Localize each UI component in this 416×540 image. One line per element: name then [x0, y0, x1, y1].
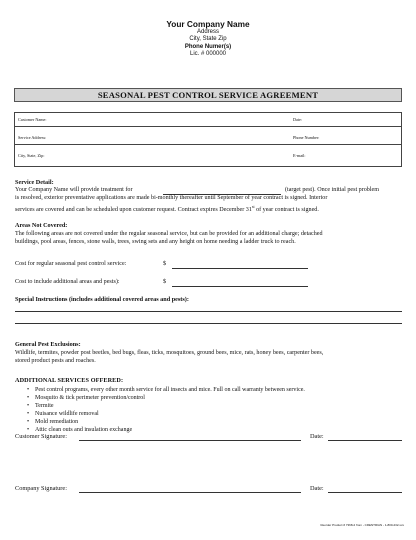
additional-cost-currency: $ — [163, 279, 167, 285]
list-item: • Pest control programs, every other month service for all insects and mice. Full on call warranty between service. — [25, 386, 402, 394]
general-exclusions-line2: stored product pests and roaches. — [15, 358, 96, 364]
additional-cost-label: Cost to include additional areas and pests): — [15, 279, 120, 285]
list-item: • Attic clean outs and insulation exchange — [25, 426, 402, 434]
company-date-label: Date: — [310, 485, 324, 492]
service-detail-line2: is resolved, exterior preventative applications are made bi-monthly thereafter until September of year contract is signed. Interior — [15, 195, 328, 201]
customer-date-field[interactable] — [328, 433, 402, 441]
phone-number-label: Phone Number: — [293, 135, 320, 140]
general-exclusions-line1: Wildlife, termites, powder post beetles, bed bugs, fleas, ticks, mosquitoes, ground bees, mice, rats, honey bees, carpenter bees, — [15, 350, 324, 356]
company-date-field[interactable] — [328, 485, 402, 493]
company-license: Lic. # 000000 — [189, 51, 227, 57]
agreement-title: SEASONAL PEST CONTROL SERVICE AGREEMENT — [14, 88, 402, 102]
info-divider — [15, 126, 401, 127]
customer-signature-label: Customer Signature: — [15, 433, 67, 440]
list-item: • Termite — [25, 402, 402, 410]
city-state-zip-label: City, State, Zip: — [18, 153, 45, 158]
general-exclusions-heading: General Pest Exclusions: — [15, 341, 81, 348]
special-instructions-line[interactable] — [15, 323, 402, 324]
additional-services-heading: ADDITIONAL SERVICES OFFERED: — [15, 377, 124, 384]
service-detail-heading: Service Detail: — [15, 179, 54, 186]
info-divider — [15, 144, 401, 145]
customer-signature-field[interactable] — [79, 433, 301, 441]
customer-info-box — [14, 112, 402, 167]
special-instructions-heading: Special Instructions (includes additional covered areas and pests): — [15, 296, 189, 303]
company-phone: Phone Numer(s) — [184, 43, 232, 50]
special-instructions-line[interactable] — [15, 311, 402, 312]
service-detail-line3: services are covered and can be scheduled upon customer request. Contract expires December 31st of year contract is signed. — [15, 204, 319, 214]
company-signature-field[interactable] — [79, 485, 301, 493]
service-detail-line1-suffix: (target pest). Once initial pest problem — [285, 187, 379, 193]
date-label: Date: — [293, 117, 303, 122]
service-detail-line1-prefix: Your Company Name will provide treatment for — [15, 187, 133, 193]
company-city-state-zip: City, State Zip — [189, 36, 227, 42]
list-item: • Mold remediation — [25, 418, 402, 426]
areas-not-covered-heading: Areas Not Covered: — [15, 222, 68, 229]
company-name: Your Company Name — [166, 19, 250, 29]
regular-cost-field[interactable] — [172, 261, 308, 269]
target-pest-field[interactable] — [163, 186, 281, 195]
additional-services-list — [25, 386, 402, 434]
service-address-label: Service Address: — [18, 135, 47, 140]
customer-name-label: Customer Name: — [18, 117, 47, 122]
list-item: • Nuisance wildlife removal — [25, 410, 402, 418]
additional-cost-field[interactable] — [172, 279, 308, 287]
reorder-footer: Reorder Product # 7368-2 from - CRENTRIAN - 1-800-232-xxx — [320, 523, 404, 527]
list-item: • Mosquito & tick perimeter prevention/control — [25, 394, 402, 402]
company-signature-label: Company Signature: — [15, 485, 67, 492]
customer-date-label: Date: — [310, 433, 324, 440]
regular-cost-currency: $ — [163, 261, 167, 267]
regular-cost-label: Cost for regular seasonal pest control service: — [15, 261, 127, 267]
company-address: Address — [196, 28, 219, 35]
company-header — [0, 21, 416, 59]
areas-not-covered-line1: The following areas are not covered under the regular seasonal service, but can be provided for an additional charge; detached — [15, 231, 323, 237]
areas-not-covered-line2: buildings, pool areas, fences, stone walls, trees, swing sets and any height on home needing a ladder truck to reach. — [15, 239, 296, 245]
email-label: E-mail: — [293, 153, 306, 158]
